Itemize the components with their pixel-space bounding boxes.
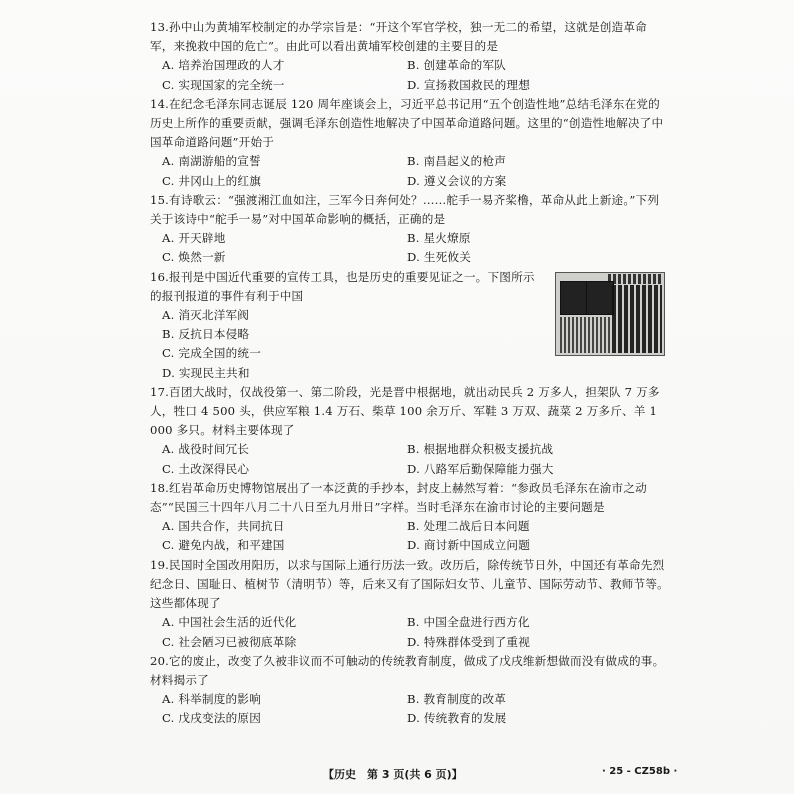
option-a: A. 南湖游船的宣誓: [162, 154, 261, 169]
option-d: D. 宣扬救国救民的理想: [407, 77, 530, 92]
option-b: B. 反抗日本侵略: [162, 327, 250, 342]
option-b: B. 处理二战后日本问题: [407, 519, 530, 534]
page-footer: 【历史 第 3 页(共 6 页)】: [323, 768, 463, 781]
option-b: B. 中国全盘进行西方化: [407, 615, 530, 630]
option-c: C. 土改深得民心: [162, 461, 250, 476]
option-d: D. 传统教育的发展: [407, 711, 507, 726]
headline-strip: [608, 274, 662, 284]
option-b: B. 南昌起义的枪声: [407, 154, 507, 169]
options: [162, 56, 670, 94]
question-stem: 孙中山为黄埔军校制定的办学宗旨是：“开这个军官学校，独一无二的希望，这就是创造革命军，来挽救中国的危亡”。由此可以看出黄埔军校创建的主要目的是: [150, 20, 647, 54]
options: [162, 152, 670, 190]
option-c: C. 完成全国的统一: [162, 346, 261, 361]
question-number: 19.: [150, 557, 170, 572]
question-15: [150, 191, 670, 268]
question-number: 13.: [150, 20, 170, 34]
question-14: [150, 95, 670, 191]
question-number: 15.: [150, 192, 170, 207]
option-d: D. 特殊群体受到了重视: [407, 634, 530, 649]
option-d: D. 实现民主共和: [162, 365, 250, 380]
option-c: C. 避免内战，和平建国: [162, 538, 285, 553]
option-a: A. 培养治国理政的人才: [162, 58, 285, 73]
option-b: B. 创建革命的军队: [407, 58, 507, 73]
question-number: 17.: [150, 384, 170, 399]
options: [162, 690, 670, 728]
question-13: [150, 18, 670, 95]
question-stem: 百团大战时，仅战役第一、第二阶段，光是晋中根据地，就出动民兵 2 万多人，担架队 7 万多人，牲口 4 500 头，供应军粮 1.4 万石、柴草 100 余万斤、军鞋 3 万双、蔬菜 2 万多斤、羊 1 000 多只。材料主要体现了: [150, 384, 660, 438]
text-columns: [560, 317, 612, 353]
option-c: C. 井冈山上的红旗: [162, 173, 261, 188]
option-c: C. 实现国家的完全统一: [162, 77, 285, 92]
question-list: [150, 18, 670, 729]
question-number: 20.: [150, 653, 170, 668]
question-stem: 在纪念毛泽东同志诞辰 120 周年座谈会上，习近平总书记用“五个创造性地”总结毛泽东在党的历史上所作的重要贡献，强调毛泽东创造性地解决了中国革命道路问题。这里的“创造性地解决了中国革命道路问题”开始于: [150, 96, 664, 150]
option-a: A. 消灭北洋军阀: [162, 308, 250, 323]
portrait-photo: [586, 281, 614, 315]
option-b: B. 根据地群众积极支援抗战: [407, 442, 554, 457]
option-b: B. 星火燎原: [407, 231, 471, 246]
option-a: A. 国共合作，共同抗日: [162, 519, 285, 534]
option-a: A. 中国社会生活的近代化: [162, 615, 297, 630]
option-d: D. 遵义会议的方案: [407, 173, 507, 188]
options: [162, 440, 670, 478]
question-stem: 报刊是中国近代重要的宣传工具，也是历史的重要见证之一。下图所示的报刊报道的事件有利于中国: [150, 269, 535, 303]
option-c: C. 社会陋习已被彻底革除: [162, 634, 297, 649]
question-stem: 红岩革命历史博物馆展出了一本泛黄的手抄本，封皮上赫然写着：“参政员毛泽东在渝市之动态”“民国三十四年八月二十八日至九月卅日”字样。当时毛泽东在渝市讨论的主要问题是: [150, 480, 647, 515]
question-number: 14.: [150, 96, 170, 111]
question-stem: 民国时全国改用阳历，以求与国际上通行历法一致。改历后，除传统节日外，中国还有革命先烈纪念日、国耻日、植树节（清明节）等，后来又有了国际妇女节、儿童节、国际劳动节、教师节等。这些都体现了: [150, 557, 669, 611]
option-a: A. 开天辟地: [162, 231, 226, 246]
question-17: [150, 383, 670, 479]
option-d: D. 生死攸关: [407, 250, 472, 265]
question-number: 16.: [150, 269, 170, 284]
option-a: A. 科举制度的影响: [162, 692, 261, 707]
option-b: B. 教育制度的改革: [407, 692, 507, 707]
paper-code: · 25 - CZ58b ·: [602, 766, 678, 777]
question-stem: 有诗歌云：“强渡湘江血如注，三军今日奔何处？……舵手一易齐桨橹，革命从此上新途。”下列关于该诗中“舵手一易”对中国革命影响的概括，正确的是: [150, 192, 660, 227]
option-c: C. 戊戌变法的原因: [162, 711, 261, 726]
option-d: D. 商讨新中国成立问题: [407, 538, 530, 553]
options: [162, 517, 670, 555]
option-d: D. 八路军后勤保障能力强大: [407, 461, 554, 476]
question-number: 18.: [150, 480, 170, 495]
options: [162, 613, 670, 651]
headline-columns: [612, 285, 662, 353]
question-stem: 它的废止，改变了久被非议而不可触动的传统教育制度，做成了戊戌维新想做而没有做成的事。材料揭示了: [150, 653, 665, 687]
newspaper-clipping-image: [555, 272, 665, 356]
option-c: C. 焕然一新: [162, 250, 226, 265]
option-a: A. 战役时间冗长: [162, 442, 250, 457]
question-18: [150, 479, 670, 556]
question-19: [150, 556, 670, 652]
portrait-photo: [560, 281, 588, 315]
options: [162, 229, 670, 267]
question-20: [150, 652, 670, 729]
